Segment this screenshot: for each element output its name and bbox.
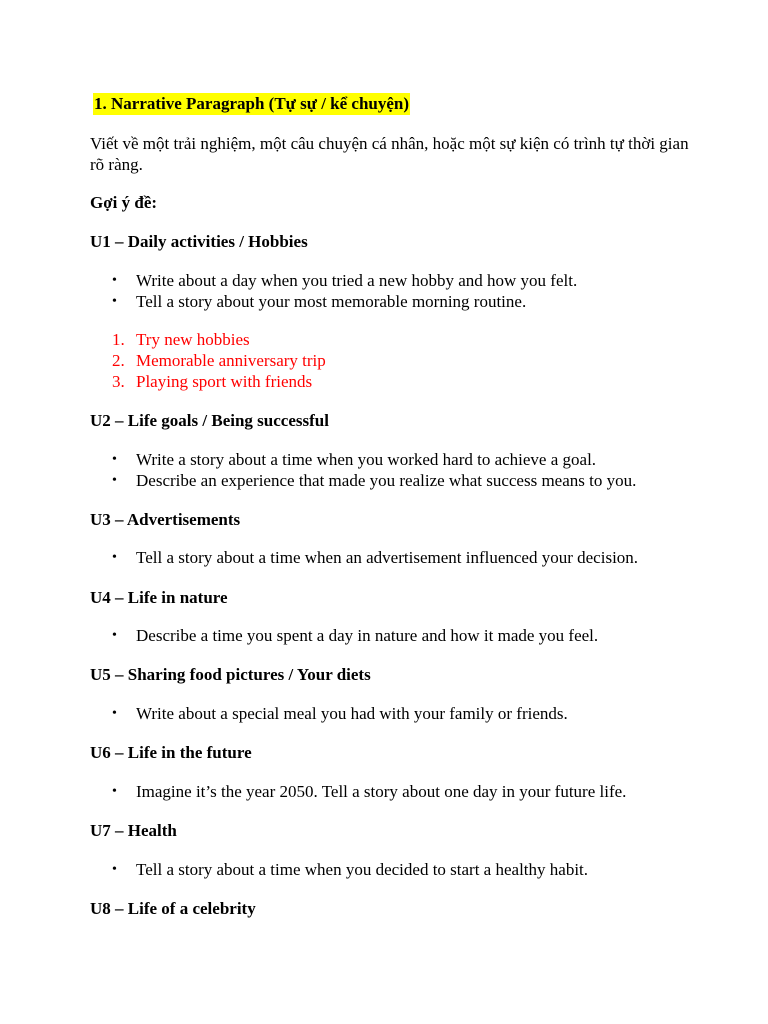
list-item: • Imagine it’s the year 2050. Tell a story about one day in your future life. bbox=[112, 782, 627, 801]
list-item: 1. Try new hobbies bbox=[112, 330, 250, 349]
unit-heading-u7: U7 – Health bbox=[90, 821, 177, 840]
bullet-marker: • bbox=[112, 473, 117, 488]
bullet-list-u4 bbox=[90, 625, 598, 646]
unit-heading-u2: U2 – Life goals / Being successful bbox=[90, 411, 329, 430]
bullet-marker: • bbox=[112, 273, 117, 288]
bullet-marker: • bbox=[112, 628, 117, 643]
list-item: • Describe an experience that made you realize what success means to you. bbox=[112, 471, 637, 490]
list-item: • Write a story about a time when you worked hard to achieve a goal. bbox=[112, 450, 597, 469]
bullet-marker: • bbox=[112, 862, 117, 877]
list-item: • Describe a time you spent a day in nature and how it made you feel. bbox=[112, 626, 599, 645]
unit-heading-u6: U6 – Life in the future bbox=[90, 743, 252, 762]
bullet-marker: • bbox=[112, 550, 117, 565]
list-item: • Write about a special meal you had with your family or friends. bbox=[112, 704, 568, 723]
intro-paragraph: Viết về một trải nghiệm, một câu chuyện cá nhân, hoặc một sự kiện có trình tự thời gian rõ ràng. bbox=[90, 134, 689, 174]
number-marker: 3. bbox=[112, 372, 125, 391]
list-item: • Tell a story about a time when you decided to start a healthy habit. bbox=[112, 860, 589, 879]
unit-heading-u8: U8 – Life of a celebrity bbox=[90, 899, 256, 918]
bullet-marker: • bbox=[112, 784, 117, 799]
bullet-list-u6 bbox=[90, 781, 626, 802]
list-item: • Tell a story about a time when an advertisement influenced your decision. bbox=[112, 548, 639, 567]
number-marker: 2. bbox=[112, 351, 125, 370]
bullet-marker: • bbox=[112, 706, 117, 721]
list-item: • Tell a story about your most memorable morning routine. bbox=[112, 292, 527, 311]
section-title: 1. Narrative Paragraph (Tự sự / kể chuyện) bbox=[94, 94, 410, 113]
unit-heading-u3: U3 – Advertisements bbox=[90, 510, 241, 529]
unit-heading-u1: U1 – Daily activities / Hobbies bbox=[90, 232, 308, 251]
list-item: 3. Playing sport with friends bbox=[112, 372, 313, 391]
bullet-list-u3 bbox=[90, 547, 638, 568]
bullet-marker: • bbox=[112, 452, 117, 467]
bullet-marker: • bbox=[112, 294, 117, 309]
list-item: 2. Memorable anniversary trip bbox=[112, 351, 326, 370]
number-marker: 1. bbox=[112, 330, 125, 349]
suggestion-label: Gợi ý đề: bbox=[90, 193, 158, 212]
numbered-list-u1 bbox=[90, 329, 326, 392]
bullet-list-u7 bbox=[90, 859, 588, 880]
bullet-list-u5 bbox=[90, 703, 568, 724]
bullet-list-u1 bbox=[90, 270, 577, 312]
unit-heading-u5: U5 – Sharing food pictures / Your diets bbox=[90, 665, 371, 684]
bullet-list-u2 bbox=[90, 449, 636, 491]
unit-heading-u4: U4 – Life in nature bbox=[90, 588, 228, 607]
list-item: • Write about a day when you tried a new hobby and how you felt. bbox=[112, 271, 578, 290]
